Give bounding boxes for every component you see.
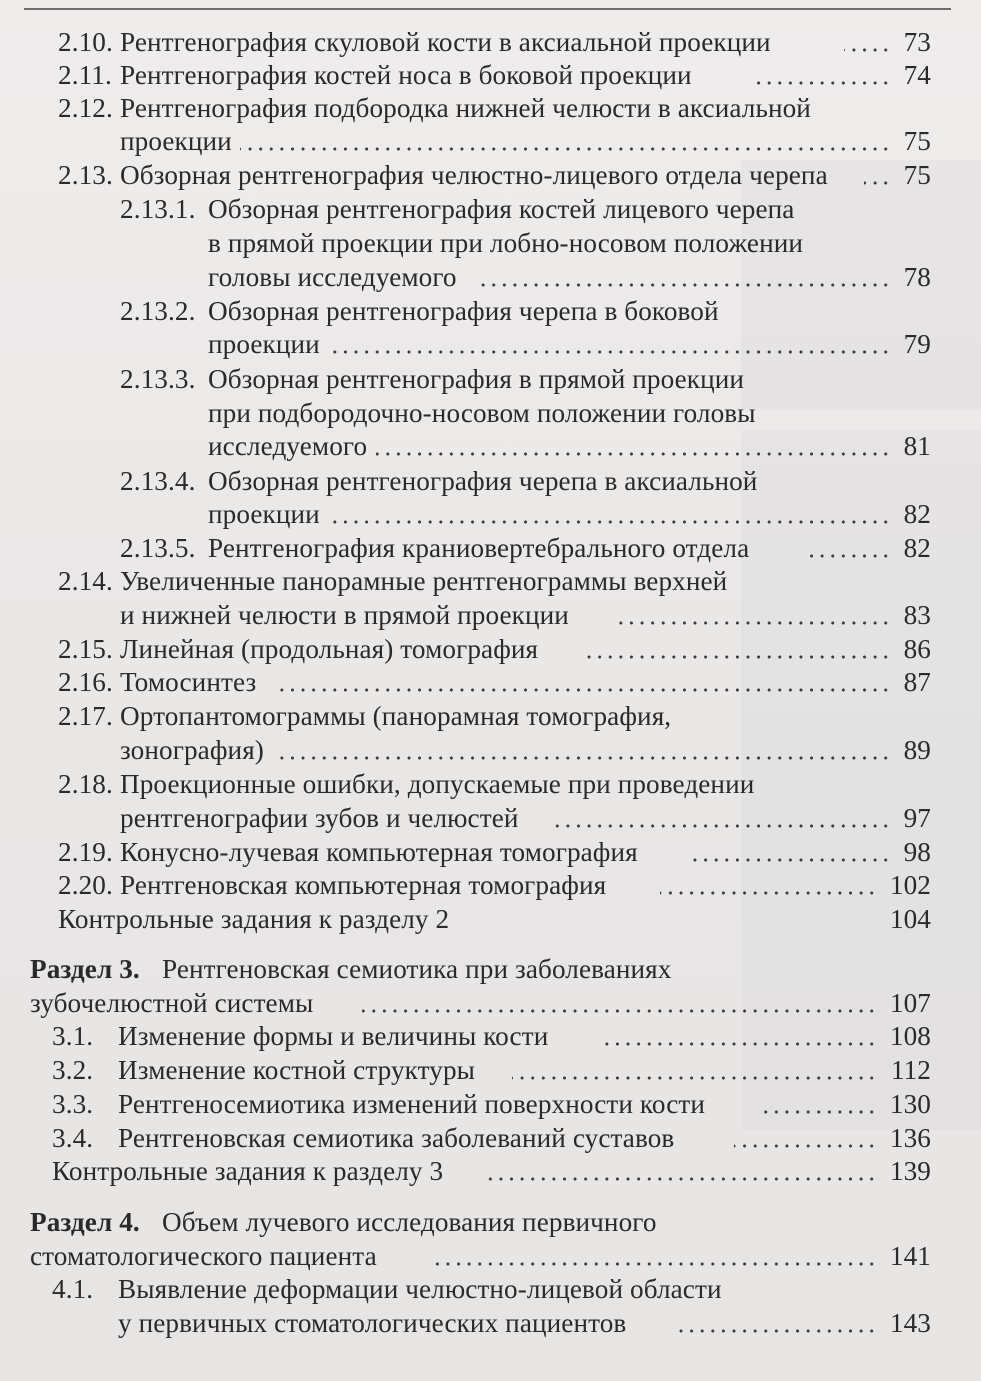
entry-page: 98 [903, 837, 931, 867]
toc-entry[interactable] [58, 25, 931, 59]
leader-dots [362, 1009, 877, 1013]
toc-entry[interactable] [58, 665, 931, 699]
entry-number: 3.2. [52, 1055, 94, 1085]
entry-title: Рентгенография подбородка нижней челюсти в аксиальной [120, 93, 811, 123]
entry-title-cont: головы исследуемого [208, 262, 457, 292]
leader-dots [760, 1110, 877, 1114]
section-page: 141 [889, 1241, 931, 1271]
toc-entry[interactable] [58, 58, 931, 92]
toc-entry[interactable] [52, 1053, 931, 1087]
entry-number: 2.14. [58, 566, 113, 596]
leader-dots [678, 1329, 877, 1333]
entry-title: Изменение формы и величины кости [118, 1021, 549, 1051]
entry-number: 2.16. [58, 667, 113, 697]
entry-number: 3.1. [52, 1021, 94, 1051]
entry-number: 2.18. [58, 769, 113, 799]
entry-number: 2.11. [58, 60, 112, 90]
entry-page: 75 [903, 160, 931, 190]
toc-entry[interactable] [58, 632, 931, 666]
toc-entry[interactable] [52, 1019, 931, 1053]
entry-title: Увеличенные панорамные рентгенограммы верхней [120, 566, 728, 596]
leader-dots [430, 1262, 877, 1266]
entry-page: 97 [903, 803, 931, 833]
entry-title: Обзорная рентгенография костей лицевого черепа [208, 194, 795, 224]
entry-number: 2.13. [58, 160, 113, 190]
entry-title: Рентгеновская компьютерная томография [120, 870, 607, 900]
toc-entry[interactable] [52, 1154, 931, 1188]
entry-title: Рентгеносемиотика изменений поверхности кости [118, 1089, 706, 1119]
entry-page: 130 [889, 1089, 931, 1119]
entry-page: 79 [903, 329, 931, 359]
entry-title: Конусно-лучевая компьютерная томография [120, 837, 638, 867]
entry-title: Обзорная рентгенография черепа в боковой [208, 296, 719, 326]
leader-dots [808, 554, 891, 558]
entry-page: 108 [889, 1021, 931, 1051]
section-title-cont: стоматологического пациента [30, 1241, 377, 1271]
entry-number: 2.12. [58, 93, 113, 123]
entry-page: 82 [903, 499, 931, 529]
toc-entry[interactable] [52, 1121, 931, 1155]
entry-number: 2.17. [58, 701, 113, 731]
entry-number: 2.13.1. [120, 194, 196, 224]
entry-title-cont: рентгенографии зубов и челюстей [120, 803, 519, 833]
entry-page: 139 [889, 1156, 931, 1186]
entry-page: 89 [903, 735, 931, 765]
entry-title: Линейная (продольная) томография [120, 634, 539, 664]
entry-title-cont: у первичных стоматологических пациентов [118, 1308, 627, 1338]
entry-page: 87 [903, 667, 931, 697]
leader-dots [484, 1177, 877, 1181]
section-label: Раздел 3. [30, 954, 140, 984]
toc-entry-cont [208, 396, 931, 430]
section-heading[interactable] [30, 952, 931, 986]
toc-entry[interactable] [58, 868, 931, 902]
entry-title-cont: проекции [208, 499, 320, 529]
entry-title-cont: исследуемого [208, 431, 368, 461]
entry-title: Рентгенография костей носа в боковой проекции [120, 60, 692, 90]
entry-title: Рентгенография скуловой кости в аксиальной проекции [120, 27, 771, 57]
toc-entry-cont [120, 801, 931, 835]
toc-entry[interactable] [120, 531, 931, 565]
entry-number: 2.19. [58, 837, 113, 867]
entry-number: 4.1. [52, 1274, 94, 1304]
entry-number: 2.13.5. [120, 533, 196, 563]
entry-title-cont: проекции [120, 126, 232, 156]
toc-entry-cont [118, 1306, 931, 1340]
entry-title-cont: в прямой проекции при лобно-носовом положении [208, 228, 804, 258]
toc-entry[interactable] [58, 835, 931, 869]
toc-entry[interactable] [58, 902, 931, 936]
leader-dots [864, 181, 891, 185]
entry-title: Обзорная рентгенография челюстно-лицевого отдела черепа [120, 160, 828, 190]
entry-title-cont: проекции [208, 329, 320, 359]
toc-entry[interactable] [120, 464, 931, 498]
entry-title-cont: и нижней челюсти в прямой проекции [120, 600, 569, 630]
leader-dots [328, 520, 891, 524]
leader-dots [598, 1042, 877, 1046]
entry-number: 3.4. [52, 1123, 94, 1153]
entry-title: Обзорная рентгенография в прямой проекции [208, 364, 745, 394]
entry-title: Ортопантомограммы (панорамная томография, [120, 701, 672, 731]
entry-title-cont: при подбородочно-носовом положении головы [208, 398, 756, 428]
entry-number: 2.13.2. [120, 296, 196, 326]
section-title: Рентгеновская семиотика при заболеваниях [162, 954, 672, 984]
entry-page: 136 [889, 1123, 931, 1153]
entry-title: Томосинтез [120, 667, 257, 697]
entry-title: Изменение костной структуры [118, 1055, 476, 1085]
entry-title: Рентгеновская семиотика заболеваний суставов [118, 1123, 675, 1153]
leader-dots [512, 1076, 877, 1080]
toc-entry-cont [208, 260, 931, 294]
entry-number: 3.3. [52, 1089, 94, 1119]
entry-title: Выявление деформации челюстно-лицевой области [118, 1274, 722, 1304]
entry-title: Контрольные задания к разделу 3 [52, 1156, 444, 1186]
entry-number: 2.20. [58, 870, 113, 900]
toc-entry[interactable] [58, 158, 931, 192]
toc-entry[interactable] [120, 192, 931, 226]
entry-title: Контрольные задания к разделу 2 [58, 904, 450, 934]
entry-title: Проекционные ошибки, допускаемые при проведении [120, 769, 755, 799]
leader-dots [240, 147, 891, 151]
leader-dots [660, 891, 877, 895]
entry-page: 78 [903, 262, 931, 292]
section-label: Раздел 4. [30, 1207, 140, 1237]
section-heading-cont [30, 1239, 931, 1273]
entry-page: 75 [903, 126, 931, 156]
entry-page: 104 [889, 904, 931, 934]
entry-number: 2.13.4. [120, 466, 196, 496]
leader-dots [614, 621, 891, 625]
toc-entry[interactable] [120, 362, 931, 396]
leader-dots [274, 688, 891, 692]
leader-dots [280, 756, 891, 760]
section-title-cont: зубочелюстной системы [30, 988, 314, 1018]
leader-dots [690, 858, 891, 862]
entry-page: 81 [903, 431, 931, 461]
toc-entry[interactable] [58, 767, 931, 801]
toc-entry[interactable] [120, 294, 931, 328]
entry-page: 74 [903, 60, 931, 90]
entry-page: 86 [903, 634, 931, 664]
toc-entry-cont [208, 497, 931, 531]
entry-page: 82 [903, 533, 931, 563]
section-title: Объем лучевого исследования первичного [162, 1207, 657, 1237]
entry-number: 2.15. [58, 634, 113, 664]
entry-title-cont: зонография) [120, 735, 264, 765]
entry-page: 102 [889, 870, 931, 900]
entry-number: 2.10. [58, 27, 113, 57]
leader-dots [328, 350, 891, 354]
toc-entry-cont [208, 429, 931, 463]
leader-dots [586, 655, 891, 659]
toc-entry-cont [208, 327, 931, 361]
leader-dots [734, 1144, 877, 1148]
section-heading[interactable] [30, 1205, 931, 1239]
entry-page: 143 [889, 1308, 931, 1338]
toc-entry[interactable] [58, 699, 931, 733]
toc-entry[interactable] [58, 564, 931, 598]
leader-dots [478, 283, 891, 287]
toc-entry-cont [120, 598, 931, 632]
entry-page: 83 [903, 600, 931, 630]
entry-page: 112 [890, 1055, 931, 1085]
leader-dots [552, 824, 891, 828]
leader-dots [752, 81, 891, 85]
leader-dots [376, 452, 891, 456]
toc-entry-cont [208, 226, 931, 260]
toc-entry[interactable] [52, 1087, 931, 1121]
entry-page: 73 [903, 27, 931, 57]
toc-entry-cont [120, 733, 931, 767]
section-page: 107 [889, 988, 931, 1018]
entry-title: Обзорная рентгенография черепа в аксиальной [208, 466, 758, 496]
entry-title: Рентгенография краниовертебрального отдела [208, 533, 750, 563]
toc-entry-cont [120, 124, 931, 158]
entry-number: 2.13.3. [120, 364, 196, 394]
section-heading-cont [30, 986, 931, 1020]
leader-dots [844, 48, 891, 52]
toc-entry[interactable] [52, 1272, 931, 1306]
toc-entry[interactable] [58, 91, 931, 125]
